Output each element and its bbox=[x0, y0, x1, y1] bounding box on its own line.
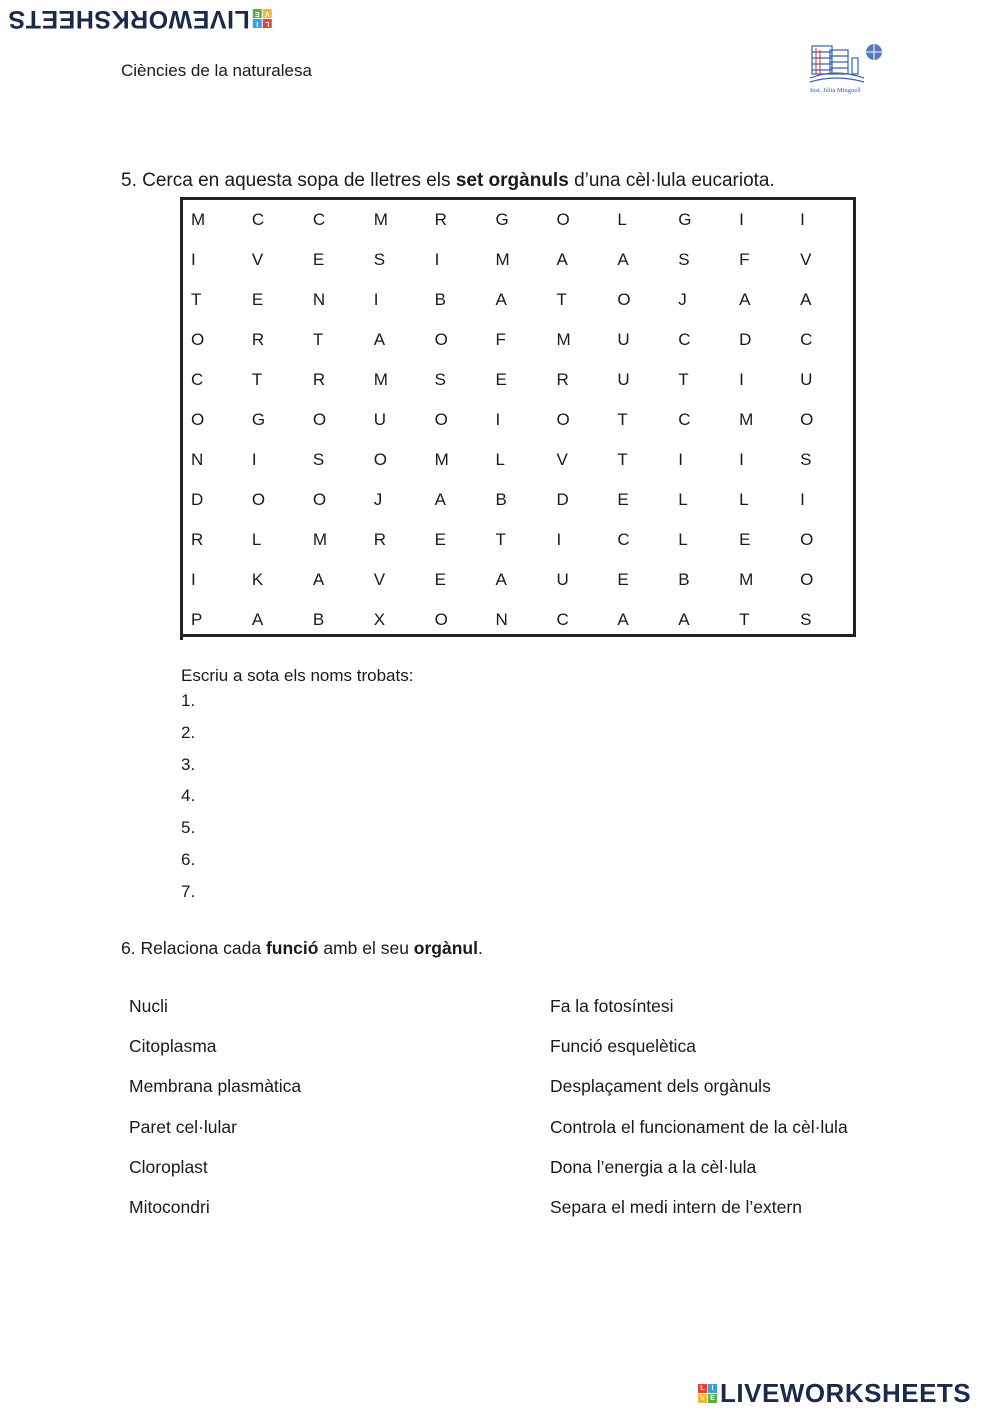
grid-letter: G bbox=[678, 210, 692, 229]
write-instruction: Escriu a sota els noms trobats: bbox=[181, 666, 414, 685]
school-emblem bbox=[806, 38, 888, 102]
function-label: Fa la fotosíntesi bbox=[550, 996, 674, 1016]
grid-letter: D bbox=[191, 490, 204, 509]
logo-block-i: I bbox=[253, 19, 262, 28]
function-label: Funció esquelètica bbox=[550, 1036, 696, 1057]
grid-letter: A bbox=[251, 610, 264, 629]
grid-letter: O bbox=[373, 450, 387, 469]
grid-letter: R bbox=[373, 530, 386, 549]
grid-letter: K bbox=[251, 570, 264, 589]
grid-letter: E bbox=[434, 530, 446, 549]
q6-title-bold: funció bbox=[265, 938, 319, 958]
grid-letter: F bbox=[495, 330, 506, 349]
organelle-label: Membrana plasmàtica bbox=[129, 1076, 302, 1097]
logo-block-e: E bbox=[253, 9, 262, 18]
grid-letter: D bbox=[739, 330, 752, 349]
grid-letter: A bbox=[617, 610, 629, 629]
grid-row bbox=[180, 520, 853, 560]
liveworksheets-logo-bottom bbox=[698, 1378, 971, 1409]
grid-letter: S bbox=[800, 610, 812, 629]
grid-letter: O bbox=[434, 410, 448, 429]
grid-row bbox=[180, 320, 853, 360]
grid-letter: T bbox=[739, 610, 750, 629]
logo-block-v: V bbox=[698, 1394, 707, 1403]
grid-letter: E bbox=[617, 570, 629, 589]
grid-letter: B bbox=[495, 490, 507, 509]
organelle-label: Citoplasma bbox=[129, 1036, 217, 1057]
grid-letter: O bbox=[312, 410, 327, 429]
grid-letter: X bbox=[373, 610, 386, 629]
grid-letter: J bbox=[373, 490, 383, 509]
grid-letter: T bbox=[556, 290, 567, 309]
grid-letter: S bbox=[678, 250, 690, 269]
grid-letter: T bbox=[617, 410, 628, 429]
q6-title-bold: orgànul bbox=[413, 938, 478, 958]
function-label: Separa el medi intern de l’extern bbox=[550, 1197, 802, 1217]
function-label: Desplaçament dels orgànuls bbox=[550, 1076, 771, 1097]
grid-letter: V bbox=[251, 250, 264, 269]
grid-letter: I bbox=[373, 290, 379, 309]
grid-letter: R bbox=[434, 210, 447, 229]
school-name: Inst. Júlia Minguell bbox=[810, 87, 861, 94]
grid-letter: E bbox=[312, 250, 325, 269]
grid-letter: C bbox=[678, 410, 691, 429]
grid-letter: A bbox=[495, 290, 507, 309]
grid-letter: I bbox=[678, 450, 683, 469]
grid-letter: A bbox=[556, 250, 568, 269]
grid-letter: A bbox=[617, 250, 629, 269]
grid-letter: O bbox=[556, 210, 570, 229]
grid-letter: O bbox=[434, 610, 448, 629]
logo-block-e: E bbox=[708, 1394, 717, 1403]
grid-letter: B bbox=[678, 570, 690, 589]
grid-letter: E bbox=[495, 370, 507, 389]
grid-letter: R bbox=[312, 370, 326, 389]
grid-letter: O bbox=[434, 330, 448, 349]
grid-letter: I bbox=[556, 530, 562, 549]
grid-letter: I bbox=[800, 490, 805, 509]
logo-wordmark: LIVEWORKSHEETS bbox=[720, 1378, 972, 1408]
grid-letter: A bbox=[312, 570, 325, 589]
grid-letter: L bbox=[739, 490, 749, 509]
grid-letter: L bbox=[617, 210, 627, 229]
subject-title: Ciències de la naturalesa bbox=[121, 61, 312, 80]
grid-letter: C bbox=[312, 210, 326, 229]
grid-letter: E bbox=[617, 490, 629, 509]
school-building-icon bbox=[810, 46, 864, 82]
grid-letter: C bbox=[251, 210, 265, 229]
organelle-label: Cloroplast bbox=[129, 1156, 208, 1177]
answer-number: 1. bbox=[181, 691, 196, 710]
grid-letter: M bbox=[739, 570, 754, 589]
organelle-label: Paret cel·lular bbox=[129, 1116, 237, 1137]
grid-letter: I bbox=[495, 410, 501, 429]
grid-letter: O bbox=[800, 530, 814, 549]
answer-number: 2. bbox=[181, 722, 196, 742]
grid-letter: B bbox=[312, 610, 325, 629]
answer-number: 4. bbox=[181, 786, 196, 806]
answer-number: 5. bbox=[181, 818, 196, 838]
grid-letter: R bbox=[556, 370, 569, 389]
grid-letter: R bbox=[191, 530, 204, 549]
grid-letter: A bbox=[678, 610, 690, 629]
grid-letter: N bbox=[495, 610, 508, 629]
answer-number: 6. bbox=[181, 850, 196, 869]
grid-letter: O bbox=[800, 570, 814, 589]
answer-number: 7. bbox=[181, 881, 196, 901]
grid-letter: I bbox=[191, 250, 196, 269]
function-label: Dona l’energia a la cèl·lula bbox=[550, 1156, 757, 1177]
logo-block-v: V bbox=[263, 9, 272, 18]
grid-letter: S bbox=[373, 250, 386, 269]
grid-letter: E bbox=[739, 530, 751, 549]
grid-letter: L bbox=[251, 530, 262, 549]
function-label: Controla el funcionament de la cèl·lula bbox=[550, 1116, 848, 1137]
logo-block-l: L bbox=[698, 1384, 707, 1393]
grid-letter: T bbox=[617, 450, 628, 469]
grid-letter: C bbox=[556, 610, 569, 629]
grid-letter: U bbox=[373, 410, 386, 429]
q6-title-part: amb el seu bbox=[318, 938, 414, 958]
grid-letter: B bbox=[434, 290, 446, 309]
grid-letter: O bbox=[191, 330, 205, 349]
logo-blocks bbox=[698, 1384, 717, 1403]
grid-letter: M bbox=[556, 330, 571, 349]
grid-letter: F bbox=[739, 250, 750, 269]
grid-letter: T bbox=[495, 530, 506, 549]
grid-letter: M bbox=[495, 250, 510, 269]
grid-row bbox=[180, 400, 853, 440]
grid-letter: O bbox=[800, 410, 814, 429]
grid-letter: M bbox=[739, 410, 754, 429]
grid-letter: A bbox=[739, 290, 751, 309]
grid-letter: J bbox=[678, 290, 687, 309]
question-6-title bbox=[121, 938, 483, 959]
grid-letter: M bbox=[191, 210, 206, 229]
grid-letter: L bbox=[495, 450, 505, 469]
grid-row bbox=[180, 360, 853, 400]
grid-letter: V bbox=[556, 450, 568, 469]
q5-title-part: d’una cèl·lula eucariota. bbox=[568, 170, 775, 191]
q5-title-bold: set orgànuls bbox=[455, 170, 569, 191]
grid-letter: I bbox=[739, 450, 744, 469]
grid-letter: V bbox=[373, 570, 386, 589]
grid-letter: A bbox=[373, 330, 386, 349]
grid-letter: U bbox=[617, 330, 630, 349]
grid-letter: N bbox=[191, 450, 204, 469]
grid-letter: S bbox=[434, 370, 446, 389]
grid-letter: M bbox=[312, 530, 327, 549]
grid-letter: O bbox=[556, 410, 570, 429]
grid-letter: V bbox=[800, 250, 812, 269]
logo-blocks bbox=[253, 9, 272, 28]
grid-row bbox=[180, 440, 853, 480]
grid-letter: S bbox=[800, 450, 812, 469]
grid-letter: G bbox=[251, 410, 266, 429]
grid-letter: I bbox=[251, 450, 257, 469]
grid-letter: U bbox=[556, 570, 569, 589]
grid-letter: M bbox=[373, 210, 388, 229]
grid-row bbox=[180, 560, 853, 600]
grid-letter: A bbox=[434, 490, 446, 509]
school-tower-icon bbox=[852, 58, 858, 74]
grid-letter: P bbox=[191, 610, 203, 629]
logo-block-l: L bbox=[263, 19, 272, 28]
grid-letter: M bbox=[434, 450, 449, 469]
grid-letter: T bbox=[678, 370, 689, 389]
logo-wordmark: LIVEWORKSHEETS bbox=[8, 5, 250, 33]
grid-letter: D bbox=[556, 490, 569, 509]
organelle-label: Nucli bbox=[129, 996, 168, 1016]
grid-letter: R bbox=[251, 330, 265, 349]
grid-letter: T bbox=[251, 370, 263, 389]
grid-letter: A bbox=[495, 570, 507, 589]
grid-letter: N bbox=[312, 290, 326, 309]
liveworksheets-logo-top bbox=[8, 4, 272, 33]
grid-row bbox=[180, 200, 853, 240]
grid-letter: O bbox=[251, 490, 266, 509]
q5-title-part: 5. Cerca en aquesta sopa de lletres els bbox=[121, 170, 456, 191]
grid-letter: T bbox=[191, 290, 202, 309]
grid-letter: L bbox=[678, 530, 688, 549]
grid-letter: U bbox=[617, 370, 630, 389]
q6-title-part: 6. Relaciona cada bbox=[121, 938, 266, 958]
grid-letter: O bbox=[617, 290, 631, 309]
answer-number: 3. bbox=[181, 754, 196, 774]
grid-letter: I bbox=[739, 210, 744, 229]
word-search-grid bbox=[180, 197, 856, 637]
q6-title-part: . bbox=[477, 938, 483, 958]
grid-letter: C bbox=[617, 530, 630, 549]
grid-row bbox=[180, 480, 853, 520]
grid-letter: I bbox=[800, 210, 805, 229]
grid-letter: I bbox=[191, 570, 196, 589]
grid-letter: L bbox=[678, 490, 688, 509]
grid-letter: U bbox=[800, 370, 813, 389]
grid-letter: C bbox=[678, 330, 691, 349]
grid-letter: E bbox=[434, 570, 446, 589]
grid-letter: T bbox=[312, 330, 324, 349]
grid-letter: C bbox=[191, 370, 204, 389]
grid-letter: I bbox=[434, 250, 440, 269]
grid-row bbox=[180, 240, 853, 280]
grid-letter: O bbox=[191, 410, 205, 429]
grid-letter: G bbox=[495, 210, 509, 229]
logo-block-i: I bbox=[708, 1384, 717, 1393]
grid-letter: C bbox=[800, 330, 813, 349]
grid-row bbox=[180, 600, 853, 640]
grid-letter: E bbox=[251, 290, 264, 309]
organelle-label: Mitocondri bbox=[129, 1197, 210, 1217]
grid-letter: M bbox=[373, 370, 388, 389]
question-5-title bbox=[121, 170, 775, 192]
grid-letter: A bbox=[800, 290, 812, 309]
grid-letter: S bbox=[312, 450, 325, 469]
grid-letter: I bbox=[739, 370, 744, 389]
grid-letter: O bbox=[312, 490, 327, 509]
grid-row bbox=[180, 280, 853, 320]
